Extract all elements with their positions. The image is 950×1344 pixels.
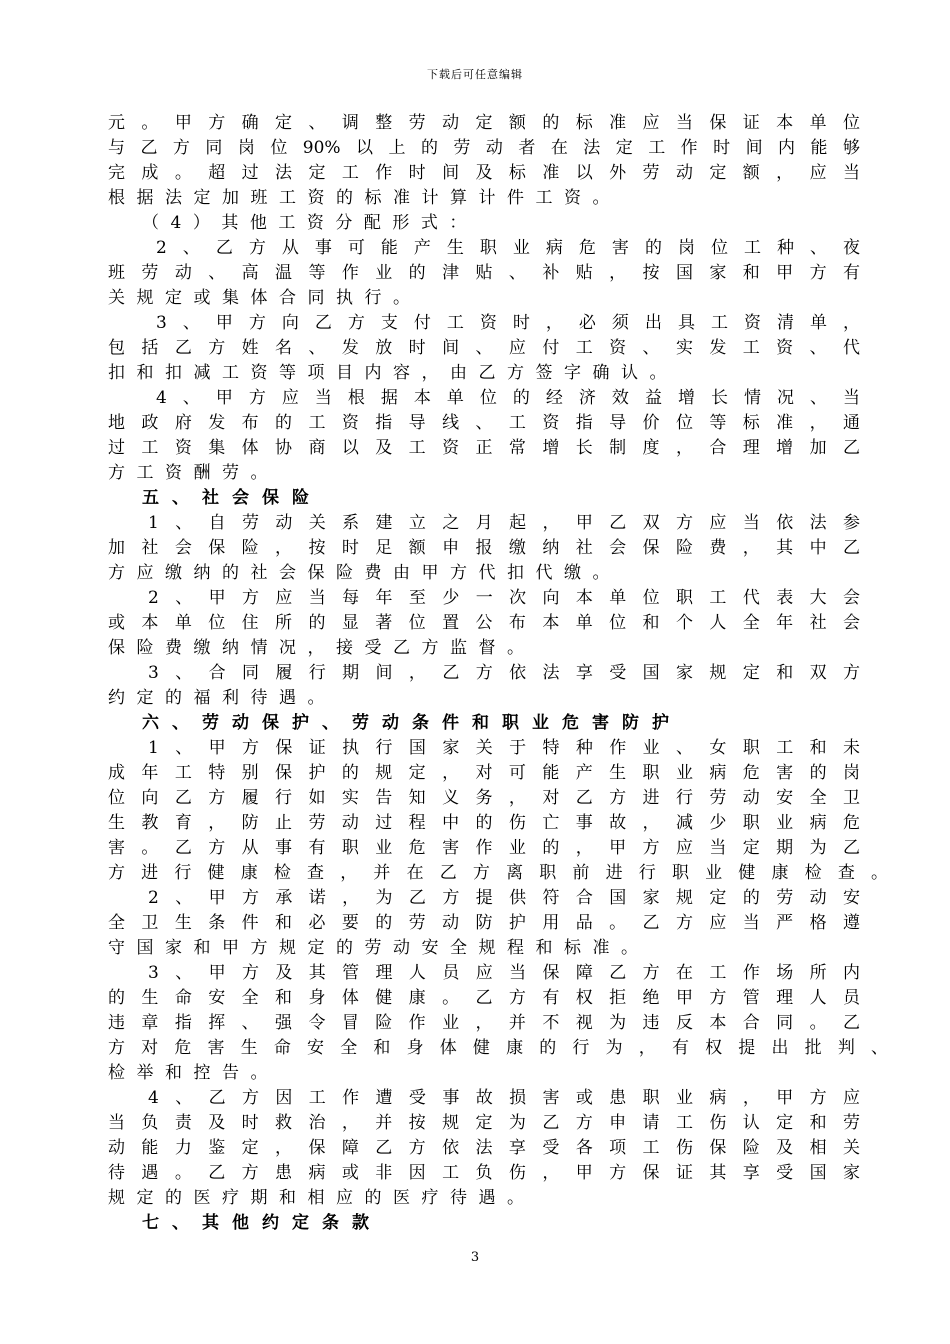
text-line: 与乙方同岗位90%以上的劳动者在法定工作时间内能够: [108, 138, 860, 158]
section-heading: 七、其他约定条款: [142, 1213, 382, 1233]
text-line: 3、甲方向乙方支付工资时，必须出具工资清单，: [156, 313, 860, 333]
text-line: 待遇。乙方患病或非因工负伤，甲方保证其享受国家: [108, 1163, 860, 1183]
text-line: 根据法定加班工资的标准计算计件工资。: [108, 188, 621, 208]
text-line: 1、自劳动关系建立之月起，甲乙双方应当依法参: [148, 513, 860, 533]
page-header: 下载后可任意编辑: [427, 68, 523, 81]
section-heading: 五、社会保险: [142, 488, 322, 508]
text-line: 关规定或集体合同执行。: [108, 288, 422, 308]
text-line: 方工资酬劳。: [108, 463, 279, 483]
text-line: 元。甲方确定、调整劳动定额的标准应当保证本单位: [108, 113, 860, 133]
text-line: 2、甲方承诺，为乙方提供符合国家规定的劳动安: [148, 888, 860, 908]
text-line: 3、合同履行期间，乙方依法享受国家规定和双方: [148, 663, 860, 683]
text-line: 约定的福利待遇。: [108, 688, 336, 708]
text-line: 过工资集体协商以及工资正常增长制度，合理增加乙: [108, 438, 860, 458]
text-line: 4、乙方因工作遭受事故损害或患职业病，甲方应: [148, 1088, 860, 1108]
text-line: 害。乙方从事有职业危害作业的，甲方应当定期为乙: [108, 838, 860, 858]
text-line: 班劳动、高温等作业的津贴、补贴，按国家和甲方有: [108, 263, 860, 283]
text-line: 扣和扣减工资等项目内容，由乙方签字确认。: [108, 363, 678, 383]
text-line: 全卫生条件和必要的劳动防护用品。乙方应当严格遵: [108, 913, 860, 933]
document-body: [108, 111, 888, 1236]
text-line: 位向乙方履行如实告知义务，对乙方进行劳动安全卫: [108, 788, 860, 808]
text-line: 4、甲方应当根据本单位的经济效益增长情况、当: [156, 388, 860, 408]
text-line: 3、甲方及其管理人员应当保障乙方在工作场所内: [148, 963, 860, 983]
text-line: 完成。超过法定工作时间及标准以外劳动定额，应当: [108, 163, 860, 183]
text-line: 违章指挥、强令冒险作业，并不视为违反本合同。乙: [108, 1013, 860, 1033]
text-line: 包括乙方姓名、发放时间、应付工资、实发工资、代: [108, 338, 860, 358]
text-line: 的生命安全和身体健康。乙方有权拒绝甲方管理人员: [108, 988, 860, 1008]
text-line: 成年工特别保护的规定，对可能产生职业病危害的岗: [108, 763, 860, 783]
text-line: 地政府发布的工资指导线、工资指导价位等标准，通: [108, 413, 860, 433]
text-line: 加社会保险，按时足额申报缴纳社会保险费，其中乙: [108, 538, 860, 558]
page-number: 3: [470, 1250, 480, 1265]
text-line: 规定的医疗期和相应的医疗待遇。: [108, 1188, 536, 1208]
text-line: 检举和控告。: [108, 1063, 279, 1083]
text-line: 动能力鉴定，保障乙方依法享受各项工伤保险及相关: [108, 1138, 860, 1158]
text-line: 方进行健康检查，并在乙方离职前进行职业健康检查。: [108, 863, 888, 883]
text-line: 2、乙方从事可能产生职业病危害的岗位工种、夜: [156, 238, 860, 258]
text-line: 1、甲方保证执行国家关于特种作业、女职工和未: [148, 738, 860, 758]
text-line: 2、甲方应当每年至少一次向本单位职工代表大会: [148, 588, 860, 608]
text-line: 方应缴纳的社会保险费由甲方代扣代缴。: [108, 563, 621, 583]
text-line: 保险费缴纳情况，接受乙方监督。: [108, 638, 536, 658]
text-line: 或本单位住所的显著位置公布本单位和个人全年社会: [108, 613, 860, 633]
text-line: 守国家和甲方规定的劳动安全规程和标准。: [108, 938, 650, 958]
section-heading: 六、劳动保护、劳动条件和职业危害防护: [142, 713, 682, 733]
text-line: 当负责及时救治，并按规定为乙方申请工伤认定和劳: [108, 1113, 860, 1133]
text-line: 生教育，防止劳动过程中的伤亡事故，减少职业病危: [108, 813, 860, 833]
text-line: 方对危害生命安全和身体健康的行为，有权提出批判、: [108, 1038, 888, 1058]
text-line: （4）其他工资分配形式：: [142, 213, 478, 233]
